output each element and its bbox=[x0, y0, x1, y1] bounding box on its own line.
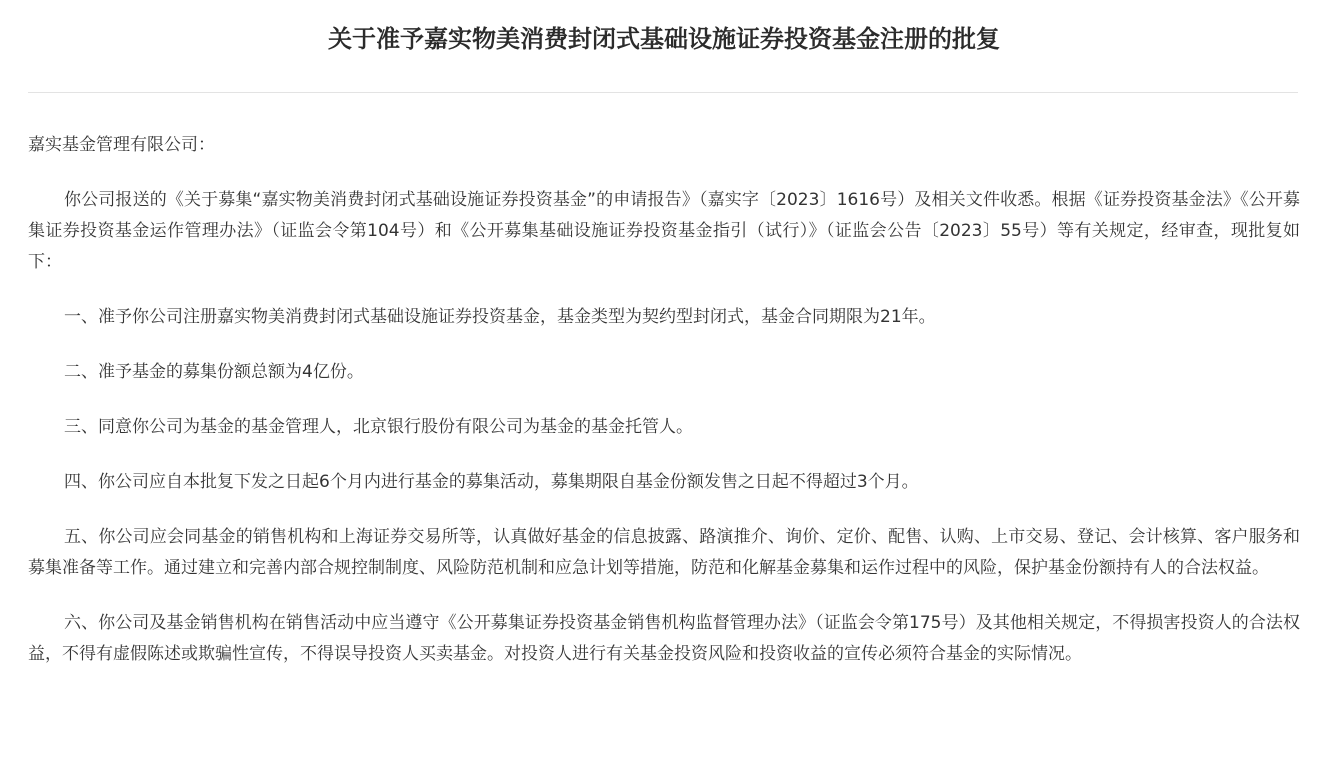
paragraph-item-2: 二、准予基金的募集份额总额为4亿份。 bbox=[64, 362, 364, 382]
document-body bbox=[28, 130, 1300, 694]
paragraph-item-3: 三、同意你公司为基金的基金管理人，北京银行股份有限公司为基金的基金托管人。 bbox=[64, 417, 693, 437]
page-title: 关于准予嘉实物美消费封闭式基础设施证券投资基金注册的批复 bbox=[328, 25, 1000, 53]
paragraph-item-5: 五、你公司应会同基金的销售机构和上海证券交易所等，认真做好基金的信息披露、路演推介、询价、定价、配售、认购、上市交易、登记、会计核算、客户服务和募集准备等工作。通过建立和完善内部合规控制制度、风险防范机制和应急计划等措施，防范和化解基金募集和运作过程中的风险，保护基金份额持有人的合法权益。 bbox=[28, 527, 1300, 578]
paragraph-item-6: 六、你公司及基金销售机构在销售活动中应当遵守《公开募集证券投资基金销售机构监督管理办法》（证监会令第175号）及其他相关规定，不得损害投资人的合法权益，不得有虚假陈述或欺骗性宣传，不得误导投资人买卖基金。对投资人进行有关基金投资风险和投资收益的宣传必须符合基金的实际情况。 bbox=[28, 613, 1300, 664]
salutation: 嘉实基金管理有限公司： bbox=[28, 135, 215, 155]
paragraph-item-4: 四、你公司应自本批复下发之日起6个月内进行基金的募集活动，募集期限自基金份额发售之日起不得超过3个月。 bbox=[64, 472, 919, 492]
title-divider bbox=[28, 92, 1298, 93]
paragraph-item-1: 一、准予你公司注册嘉实物美消费封闭式基础设施证券投资基金，基金类型为契约型封闭式，基金合同期限为21年。 bbox=[64, 307, 936, 327]
paragraph-intro: 你公司报送的《关于募集“嘉实物美消费封闭式基础设施证券投资基金”的申请报告》（嘉实字〔2023〕1616号）及相关文件收悉。根据《证券投资基金法》《公开募集证券投资基金运作管理办法》（证监会令第104号）和《公开募集基础设施证券投资基金指引（试行）》（证监会公告〔2023〕55号）等有关规定，经审查，现批复如下： bbox=[28, 190, 1300, 272]
